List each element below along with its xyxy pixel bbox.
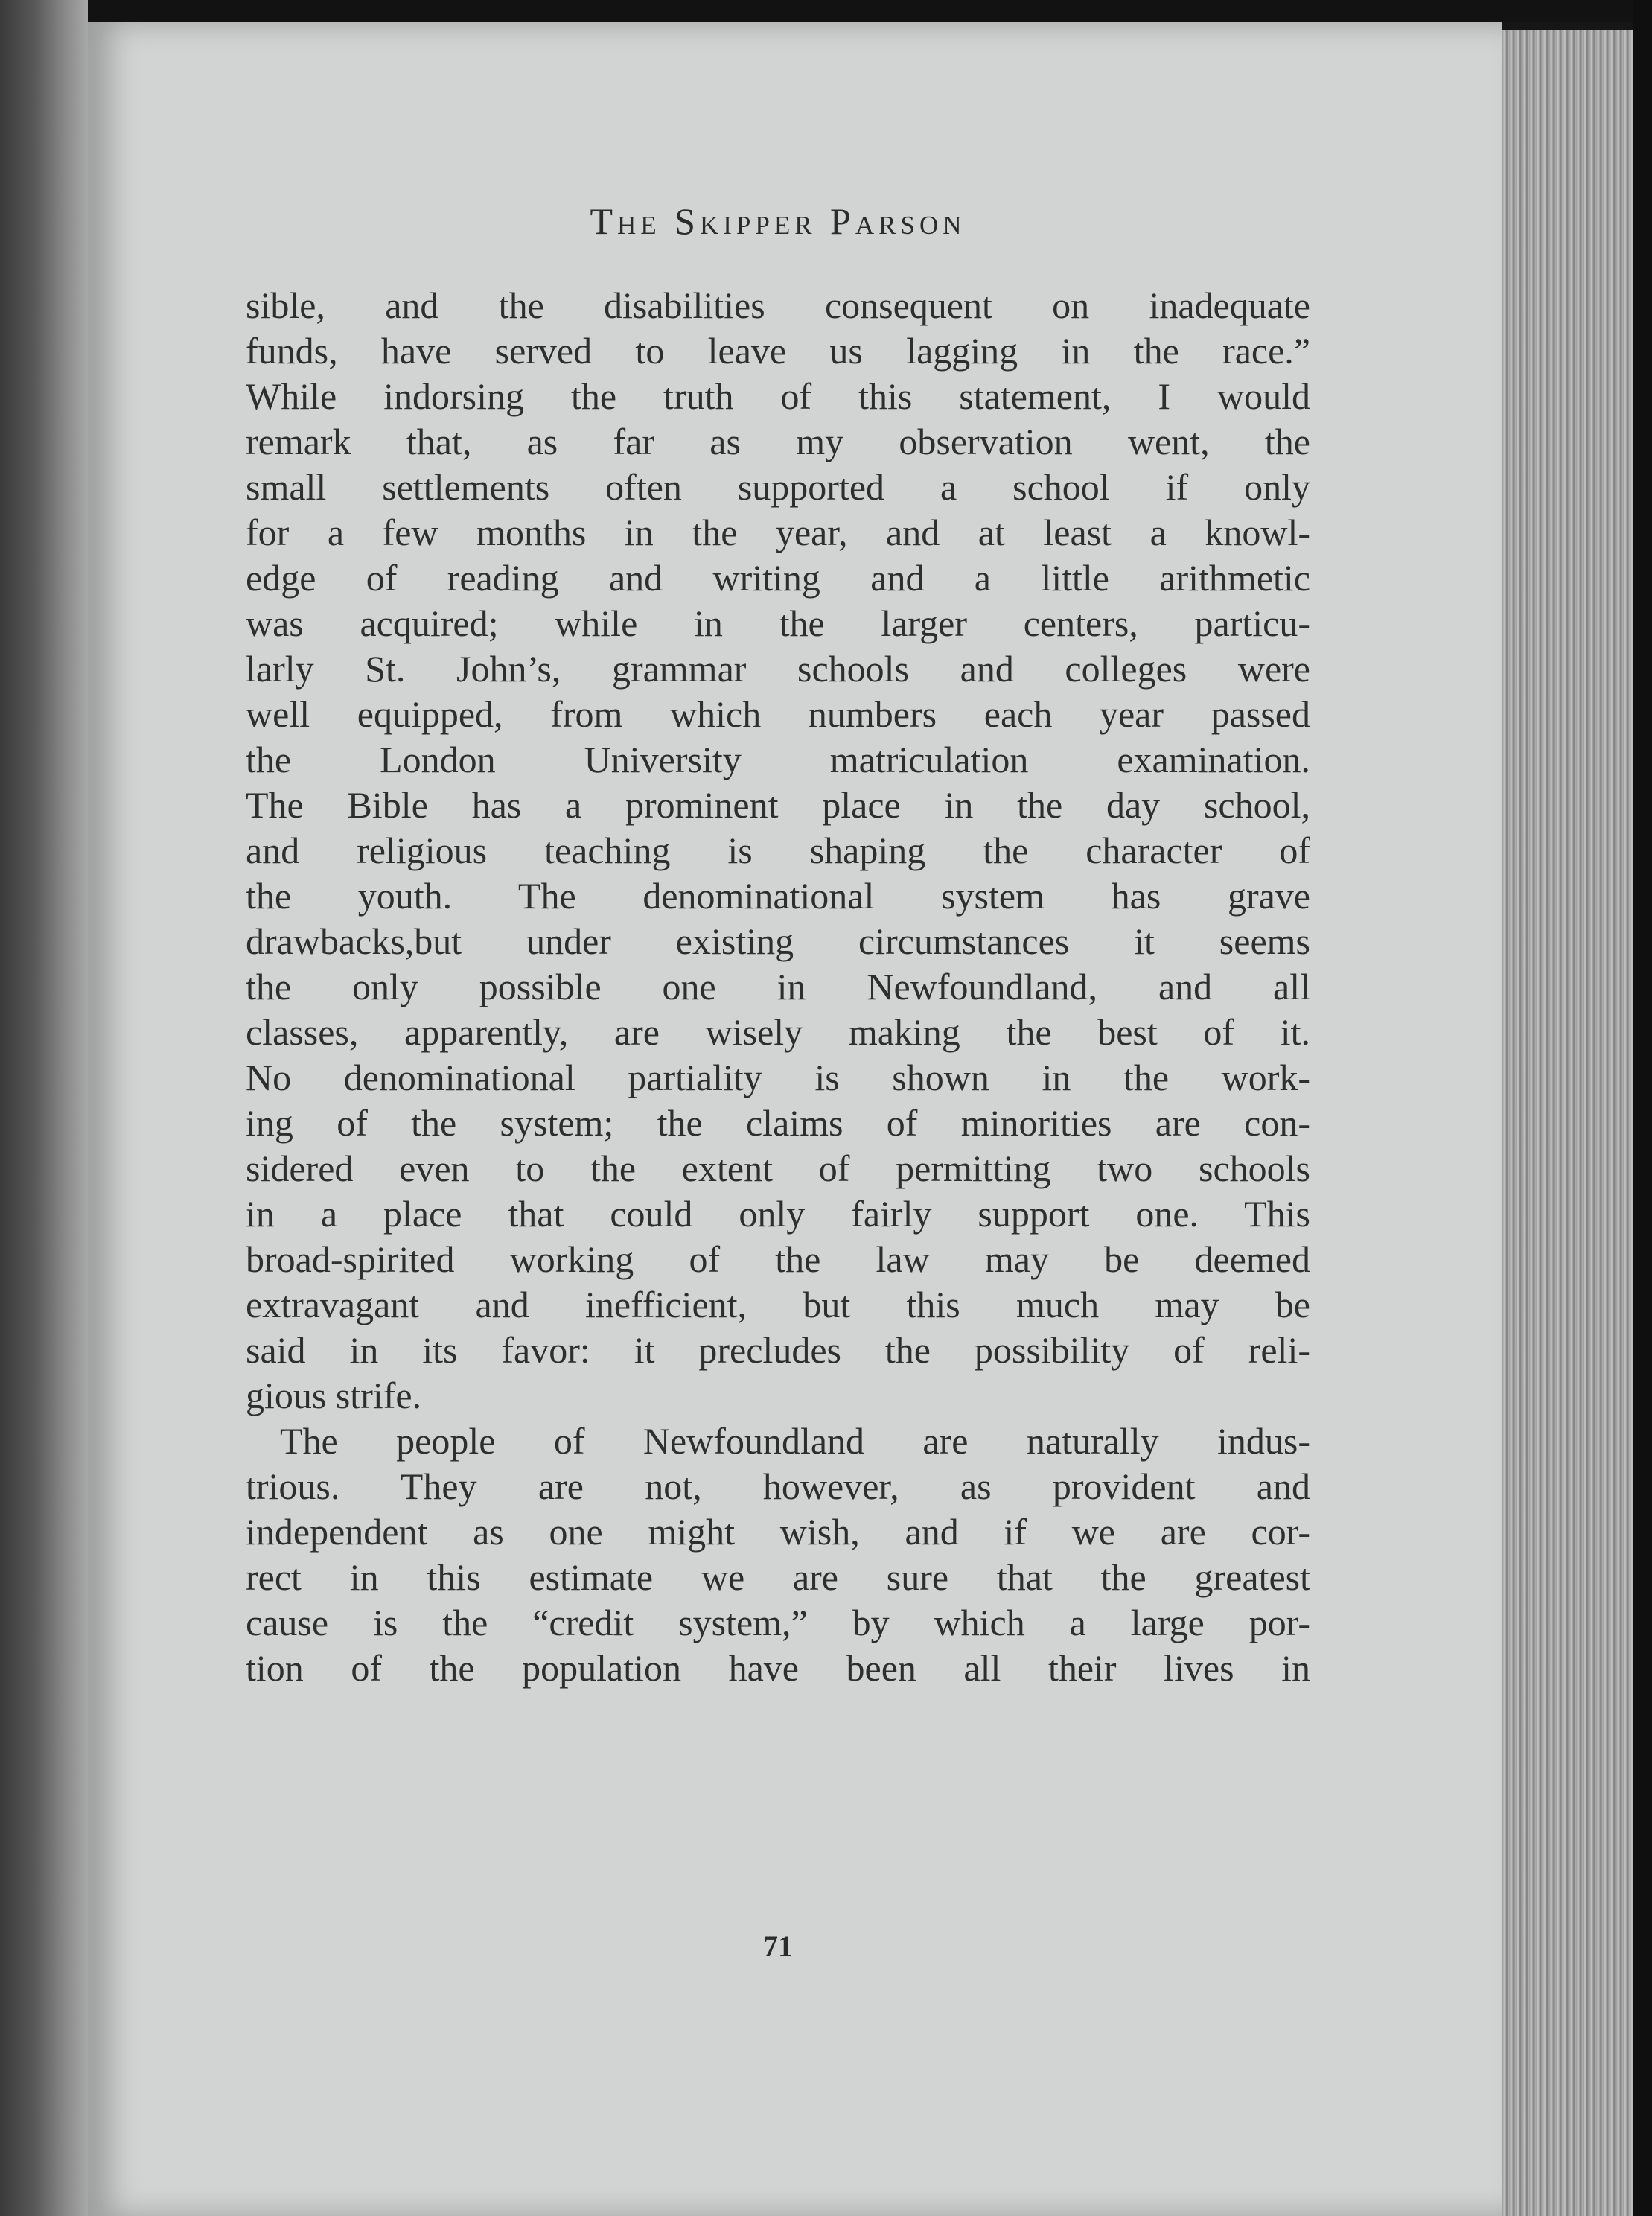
text-line: well equipped, from which numbers each year passed xyxy=(246,693,1310,735)
text-line: sidered even to the extent of permitting two schools xyxy=(246,1147,1310,1189)
text-line: rect in this estimate we are sure that the greatest xyxy=(246,1556,1310,1598)
text-line: trious. They are not, however, as provident and xyxy=(246,1465,1310,1507)
text-line: While indorsing the truth of this statement, I would xyxy=(246,375,1310,417)
text-line: remark that, as far as my observation went, the xyxy=(246,421,1310,462)
scan-background-right xyxy=(1633,0,1652,2216)
running-head: The Skipper Parson xyxy=(590,200,966,242)
text-line: drawbacks,but under existing circumstances it seems xyxy=(246,920,1310,962)
left-page-edge xyxy=(0,0,88,2216)
text-line: larly St. John’s, grammar schools and colleges were xyxy=(246,648,1310,690)
scan-background-top xyxy=(88,0,1652,22)
text-line: extravagant and inefficient, but this much may be xyxy=(246,1284,1310,1325)
text-line: No denominational partiality is shown in the work- xyxy=(246,1057,1310,1098)
text-line: in a place that could only fairly support one. This xyxy=(246,1193,1310,1235)
text-line: ing of the system; the claims of minorities are con- xyxy=(246,1102,1310,1144)
text-line: classes, apparently, are wisely making the best of it. xyxy=(246,1011,1310,1053)
text-line: independent as one might wish, and if we are cor- xyxy=(246,1511,1310,1553)
text-line: small settlements often supported a school if only xyxy=(246,466,1310,508)
text-line: the only possible one in Newfoundland, and all xyxy=(246,966,1310,1007)
paragraph-end-line: gious strife. xyxy=(246,1375,422,1416)
text-line: and religious teaching is shaping the character of xyxy=(246,830,1310,871)
paragraph-start-line: The people of Newfoundland are naturally indus- xyxy=(280,1420,1310,1462)
text-line: for a few months in the year, and at least a knowl- xyxy=(246,512,1310,553)
text-line: funds, have served to leave us lagging in the race.” xyxy=(246,330,1310,372)
page-number: 71 xyxy=(763,1929,793,1963)
text-line: was acquired; while in the larger centers, particu- xyxy=(246,602,1310,644)
text-line: The Bible has a prominent place in the day school, xyxy=(246,784,1310,826)
book-fore-edge xyxy=(1502,30,1633,2216)
text-line: tion of the population have been all their lives in xyxy=(246,1647,1310,1689)
text-line: the London University matriculation examination. xyxy=(246,739,1310,780)
body-text xyxy=(246,283,1310,1691)
book-page xyxy=(88,22,1502,2216)
text-line: said in its favor: it precludes the possibility of reli- xyxy=(246,1329,1310,1371)
text-line: edge of reading and writing and a little arithmetic xyxy=(246,557,1310,599)
text-line: the youth. The denominational system has grave xyxy=(246,875,1310,917)
text-line: cause is the “credit system,” by which a large por- xyxy=(246,1602,1310,1643)
text-line: broad-spirited working of the law may be deemed xyxy=(246,1238,1310,1280)
text-line: sible, and the disabilities consequent on inadequate xyxy=(246,284,1310,326)
